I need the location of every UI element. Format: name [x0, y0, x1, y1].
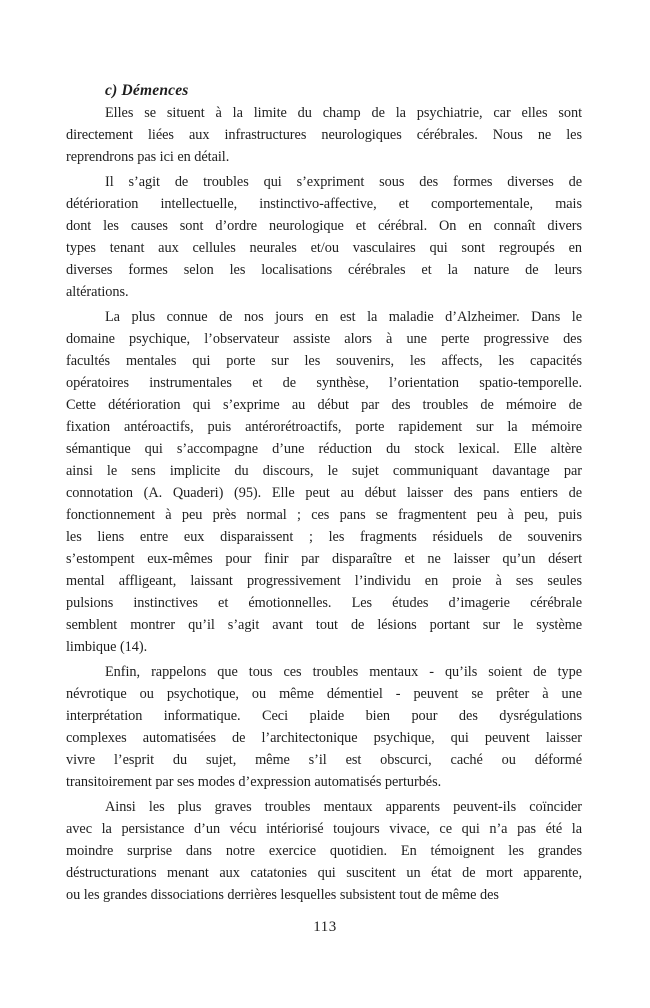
text-line: avec la persistance d’un vécu intériorisé toujours vivace, ce qui n’a pas été la: [66, 821, 582, 837]
text-line: reprendrons pas ici en détail.: [66, 149, 230, 165]
text-line: mental affligeant, laissant progressivement l’individu en proie à ses seules: [66, 573, 582, 589]
text-line: Cette détérioration qui s’exprime au début par des troubles de mémoire de: [66, 397, 582, 413]
text-line: fixation antéroactifs, puis antérorétroactifs, porte rapidement sur la mémoire: [66, 419, 582, 435]
text-line: Il s’agit de troubles qui s’expriment sous des formes diverses de: [105, 174, 582, 190]
paragraph: [66, 102, 582, 168]
text-line: opératoires instrumentales et de synthèse, l’orientation spatio-temporelle.: [66, 375, 582, 391]
text-line: moindre surprise dans notre exercice quotidien. En témoignent les grandes: [66, 843, 582, 859]
text-line: domaine psychique, l’observateur assiste alors à une perte progressive des: [66, 331, 582, 347]
text-line: limbique (14).: [66, 639, 148, 655]
text-line: altérations.: [66, 284, 129, 300]
text-line: fonctionnement à peu près normal ; ces pans se fragmentent peu à peu, puis: [66, 507, 582, 523]
text-line: les liens entre eux disparaissent ; les fragments résiduels de souvenirs: [66, 529, 582, 545]
text-line: facultés mentales qui porte sur les souvenirs, les affects, les capacités: [66, 353, 582, 369]
text-line: La plus connue de nos jours en est la maladie d’Alzheimer. Dans le: [105, 309, 582, 325]
text-line: déstructurations menant aux catatonies qui suscitent un état de mort apparente,: [66, 865, 582, 881]
section-heading: c) Démences: [105, 82, 189, 99]
text-line: névrotique ou psychotique, ou même démentiel - peuvent se prêter à une: [66, 686, 582, 702]
text-line: transitoirement par ses modes d’expression automatisés perturbés.: [66, 774, 442, 790]
paragraph: [66, 171, 582, 303]
text-line: complexes automatisées de l’architectonique psychique, qui peuvent laisser: [66, 730, 582, 746]
paragraph: [66, 796, 582, 906]
paragraph: [66, 306, 582, 658]
text-line: interprétation informatique. Ceci plaide bien pour des dysrégulations: [66, 708, 582, 724]
text-line: sémantique qui s’accompagne d’une réduction du stock lexical. Elle altère: [66, 441, 582, 457]
text-line: ou les grandes dissociations derrières lesquelles subsistent tout de même des: [66, 887, 499, 903]
text-line: directement liées aux infrastructures neurologiques cérébrales. Nous ne les: [66, 127, 582, 143]
text-line: connotation (A. Quaderi) (95). Elle peut au début laisser des pans entiers de: [66, 485, 582, 501]
text-line: Enfin, rappelons que tous ces troubles mentaux - qu’ils soient de type: [105, 664, 582, 680]
text-line: dont les causes sont d’ordre neurologique et cérébral. On en connaît divers: [66, 218, 582, 234]
text-line: diverses formes selon les localisations cérébrales et la nature de leurs: [66, 262, 582, 278]
text-line: ainsi le sens implicite du discours, le sujet communiquant davantage par: [66, 463, 582, 479]
paragraph: [66, 661, 582, 793]
text-line: pulsions instinctives et émotionnelles. Les études d’imagerie cérébrale: [66, 595, 582, 611]
text-line: détérioration intellectuelle, instinctivo-affective, et comportementale, mais: [66, 196, 582, 212]
text-line: Elles se situent à la limite du champ de la psychiatrie, car elles sont: [105, 105, 582, 121]
text-line: s’estompent eux-mêmes pour finir par disparaître et ne laisser qu’un désert: [66, 551, 582, 567]
text-line: types tenant aux cellules neurales et/ou vasculaires qui sont regroupés en: [66, 240, 582, 256]
text-line: Ainsi les plus graves troubles mentaux apparents peuvent-ils coïncider: [105, 799, 582, 815]
text-block: [66, 80, 582, 906]
page-number: 113: [313, 919, 337, 935]
body-paragraphs: [66, 102, 582, 906]
text-line: vivre l’esprit du sujet, même s’il est obscurci, caché ou déformé: [66, 752, 582, 768]
text-line: semblent montrer qu’il s’agit avant tout de lésions portant sur le système: [66, 617, 582, 633]
